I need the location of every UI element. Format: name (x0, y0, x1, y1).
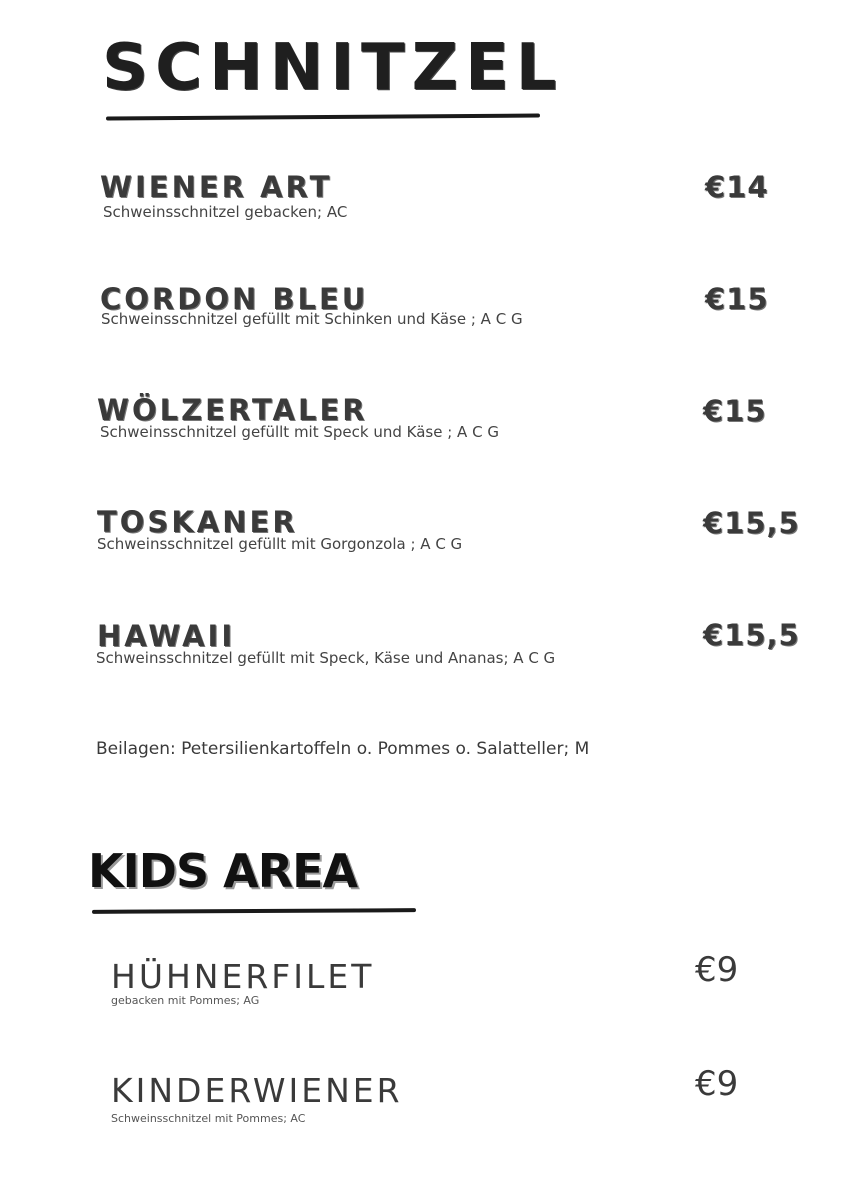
menu-item-price: €15,5 (703, 506, 800, 540)
menu-item-price: €15,5 (703, 618, 800, 652)
kids-item-description: gebacken mit Pommes; AG (111, 994, 260, 1007)
kids-item-description: Schweinsschnitzel mit Pommes; AC (111, 1112, 306, 1125)
menu-item-description: Schweinsschnitzel gefüllt mit Schinken und Käse ; A C G (101, 310, 523, 328)
menu-item-description: Schweinsschnitzel gefüllt mit Speck, Käse und Ananas; A C G (96, 649, 556, 667)
menu-item-name: HAWAII (97, 619, 236, 653)
kids-section-title: KIDS AREA (88, 844, 358, 898)
kids-item-name: KINDERWIENER (111, 1071, 403, 1110)
menu-item-name: CORDON BLEU (100, 282, 369, 316)
menu-item-name: WIENER ART (100, 170, 333, 204)
sides-note: Beilagen: Petersilienkartoffeln o. Pommes o. Salatteller; M (96, 739, 590, 759)
kids-title-underline (92, 908, 416, 914)
menu-item-price: €14 (705, 170, 769, 204)
kids-item-price: €9 (695, 950, 739, 990)
kids-item-name: HÜHNERFILET (111, 957, 375, 996)
menu-item-description: Schweinsschnitzel gefüllt mit Speck und Käse ; A C G (100, 423, 499, 441)
kids-item-price: €9 (695, 1064, 739, 1104)
menu-item-name: WÖLZERTALER (97, 393, 368, 427)
schnitzel-section-title: SCHNITZEL (102, 31, 564, 105)
schnitzel-title-underline (106, 113, 540, 120)
menu-item-name: TOSKANER (97, 505, 298, 539)
menu-item-description: Schweinsschnitzel gefüllt mit Gorgonzola ; A C G (97, 535, 463, 553)
menu-item-description: Schweinsschnitzel gebacken; AC (103, 203, 348, 221)
menu-item-price: €15 (703, 394, 767, 428)
menu-item-price: €15 (705, 282, 769, 316)
